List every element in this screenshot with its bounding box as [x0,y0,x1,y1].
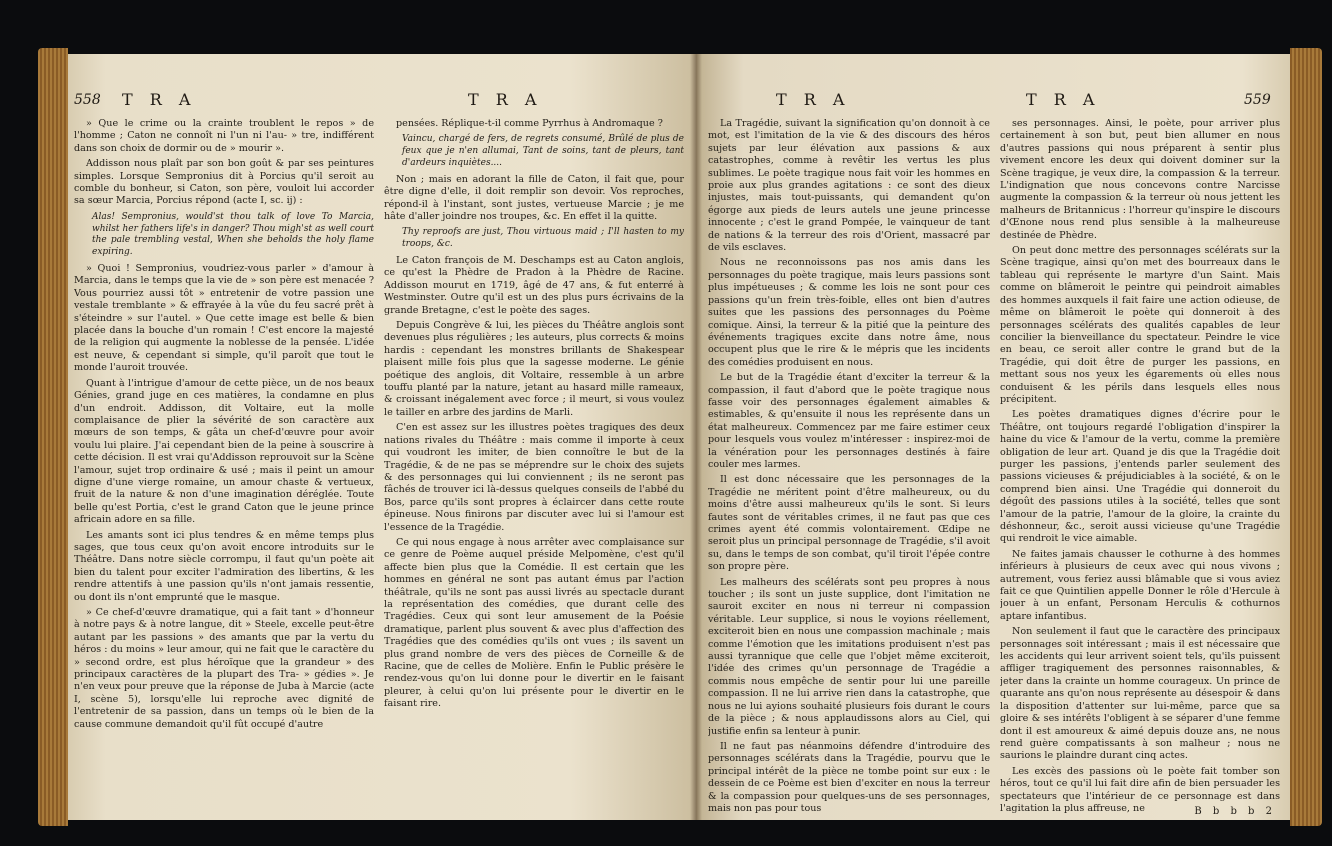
page-edge-right [1290,48,1322,826]
text-column-1 [74,118,374,818]
running-head-2: T R A [1026,90,1101,109]
paragraph: Les excès des passions où le poète fait tomber son héros, tout ce qu'il lui fait dire afin de bien persuader les spectateurs que l'intérieur de ce personnage est dans l'agitation la plus affreuse, ne [1000,765,1280,814]
page-number: 558 [74,92,101,108]
page-number: 559 [1244,92,1271,108]
paragraph: Le but de la Tragédie étant d'exciter la terreur & la compassion, il faut d'abord que le poète tragique nous fasse voir des personnages également aimables & estimables, & qu'ensuite il nous les représente dans un état malheureux. Commencez par me faire estimer ceux pour lesquels vous voulez m'intéresser : inspirez-moi de la vénération pour les personnages destinés à faire couler mes larmes. [708,372,990,470]
paragraph: Il est donc nécessaire que les personnages de la Tragédie ne méritent point d'être malheureux, ou du moins d'être aussi malheureux qu'ils le sont. Si leurs fautes sont de véritables crimes, il ne faut pas que ces crimes ayent été commis volontairement. Œdipe ne seroit plus un principal personnage de Tragédie, s'il avoit su, dans le temps de son combat, qu'il tiroit l'épée contre son propre père. [708,474,990,573]
book [8,14,1324,822]
paragraph: pensées. Réplique-t-il comme Pyrrhus à Andromaque ? [396,118,663,129]
paragraph: » Ce chef-d'œuvre dramatique, qui a fait tant » d'honneur à notre pays & à notre langue, dit » Steele, excelle peut-être autant par les passions » des amants que par la vertu du héros : du moins » leur amour, qui ne fait que le caractère du » second ordre, est plus héroïque que la grandeur » des principaux caractères de la plupart des Tra- » gédies ». Je n'en veux pour preuve que la réponse de Juba à Marcie (acte I, scène 5), lorsqu'elle lui reproche avec dignité de l'entretenir de sa passion, dans un temps où le bien de la cause commune demandoit qu'il fût occupé d'autre [74,607,374,730]
signature-mark: B b b b 2 [1194,805,1276,817]
paragraph: Non ; mais en adorant la fille de Caton, il fait que, pour être digne d'elle, il doit remplir son devoir. Vos reproches, répond-il à l'instant, sont justes, vertueuse Marcie ; je me hâte d'aller joindre nos troupes, &c. En effet il la quitte. [384,173,684,223]
page-edge-left [38,48,68,826]
paragraph: ses personnages. Ainsi, le poète, pour arriver plus certainement à son but, peut bien allumer en nous d'autres passions qui nous préparent à sentir plus vivement encore les deux qui doivent dominer sur la Scène tragique, je veux dire, la compassion & la terreur. L'indignation que nous concevons contre Narcisse augmente la compassion & la terreur où nous jettent les malheurs de Britannicus : l'horreur qu'inspire le discours d'Œnone nous rend plus sensible à la malheureuse destinée de Phèdre. [1000,118,1280,241]
paragraph: Les amants sont ici plus tendres & en même temps plus sages, que tous ceux qu'on avoit encore introduits sur le Théâtre. Dans notre siècle corrompu, il faut qu'un poète ait bien du talent pour exciter l'admiration des libertins, & les rendre attentifs à une passion qu'ils n'ont jamais ressentie, ou dont ils n'ont emprunté que le masque. [74,529,374,603]
verse-quote: Thy reproofs are just, Thou virtuous maid ; I'll hasten to my troops, &c. [402,227,684,250]
paragraph: Non seulement il faut que le caractère des principaux personnages soit intéressant ; mais il est nécessaire que les accidents qui leur arrivent soient tels, qu'ils puissent affliger tragiquement des personnes raisonnables, & jeter dans la crainte un homme courageux. Un prince de quarante ans qu'on nous représente au désespoir & dans la disposition d'attenter sur lui-même, parce que sa gloire & ses intérêts l'obligent à se séparer d'une femme dont il est amoureux & aimé depuis douze ans, ne nous rend guère compatissants à son malheur ; nous ne saurions le plaindre durant cinq actes. [1000,626,1280,762]
paragraph: Ce qui nous engage à nous arrêter avec complaisance sur ce genre de Poème auquel préside Melpomène, c'est qu'il affecte bien plus que la Comédie. Il est certain que les hommes en général ne sont pas autant émus par l'action théâtrale, qu'ils ne sont pas aussi livrés au spectacle durant la représentation des comédies, que durant celle des Tragédies. Ceux qui sont leur amusement de la Poésie dramatique, parlent plus souvent & avec plus d'affection des Tragédies que des comédies qu'ils ont vues ; ils savent un plus grand nombre de vers des pièces de Corneille & de Racine, que de celles de Molière. Enfin le Public présère le rendez-vous qu'on lui donne pour le divertir en le faisant pleurer, à celui qu'on lui présente pour le divertir en le faisant rire. [384,536,684,710]
verse-quote: Alas! Sempronius, would'st thou talk of love To Marcia, whilst her fathers life's in danger? Thou migh'st as well court the pale trembling vestal, When she beholds the holy flame expiring. [92,211,374,258]
paragraph: Quant à l'intrigue d'amour de cette pièce, un de nos beaux Génies, grand juge en ces matières, la condamne en plus d'un endroit. Addisson, dit Voltaire, eut la molle complaisance de plier la sévérité de son caractère aux mœurs de son temps, & gâta un chef-d'œuvre pour avoir voulu lui plaire. J'ai cependant bien de la peine à souscrire à cette décision. Il est vrai qu'Addisson reprouvoit sur la Scène l'amour, sujet trop ordinaire & usé ; mais il peint un amour digne d'une vierge romaine, un amour chaste & vertueux, fruit de la nature & non d'une imagination déréglée. Toute belle qu'est Portia, c'est le grand Caton que le jeune prince africain adore en sa fille. [74,377,374,526]
paragraph: » Quoi ! Sempronius, voudriez-vous parler » d'amour à Marcia, dans le temps que la vie de » son père est menacée ? Vous pourriez aussi tôt » entretenir de votre passion une vestale tremblante » & effrayée à la vûe du feu sacré prêt à s'éteindre » sur l'autel. » Que cette image est belle & bien placée dans la bouche d'un romain ! C'est encore la majesté de la religion qui augmente la noblesse de la pensée. L'idée est neuve, & cependant si simple, qu'il paroît que tout le monde l'auroit trouvée. [74,263,374,374]
paragraph: Ne faites jamais chausser le cothurne à des hommes inférieurs à plusieurs de ceux avec qui nous vivons ; autrement, vous feriez aussi blâmable que si vous aviez fait ce que Quintilien appelle Donner le rôle d'Hercule à jouer à un enfant, Personam Herculis & cothurnos aptare infantibus. [1000,548,1280,622]
paragraph: Le Caton françois de M. Deschamps est au Caton anglois, ce qu'est la Phèdre de Pradon à la Phèdre de Racine. Addisson mourut en 1719, âgé de 47 ans, & fut enterré à Westminster. Outre qu'il est un des plus purs écrivains de la grande Bretagne, c'est le poète des sages. [384,255,684,316]
paragraph: » Que le crime ou la crainte troublent le repos » de l'homme ; Caton ne connoît ni l'un ni l'au- » tre, indifférent dans son choix de dormir ou de » mourir ». [74,118,374,154]
left-page [68,54,696,820]
paragraph: Depuis Congrève & lui, les pièces du Théâtre anglois sont devenues plus régulières ; les auteurs, plus corrects & moins hardis : cependant les monstres brillants de Shakespear plaisent mille fois plus que la sagesse moderne. Le génie poétique des anglois, dit Voltaire, ressemble à un arbre touffu planté par la nature, jetant au hasard mille rameaux, & croissant inégalement avec force ; il meurt, si vous voulez le tailler en arbre des jardins de Marli. [384,320,684,418]
text-column-2 [384,118,684,818]
paragraph: Addisson nous plaît par son bon goût & par ses peintures simples. Lorsque Sempronius dit à Porcius qu'il seroit au comble du bonheur, si Caton, son père, vouloit lui accorder sa sœur Marcia, Porcius répond (acte I, sc. ij) : [74,158,374,207]
running-head: T R A [122,90,197,109]
text-column-1 [708,118,990,818]
paragraph: Il ne faut pas néanmoins défendre d'introduire des personnages scélérats dans la Tragédie, pourvu que le principal intérêt de la pièce ne tombe point sur eux : le dessein de ce Poème est bien d'exciter en nous la terreur & la compassion pour quelques-uns de ses personnages, mais non pas pour tous [708,740,990,814]
verse-quote: Vaincu, chargé de fers, de regrets consumé, Brûlé de plus de feux que je n'en allumai, Tant de soins, tant de pleurs, tant d'ardeurs inquiètes.... [402,134,684,168]
book-gutter [690,54,702,820]
paragraph: Les malheurs des scélérats sont peu propres à nous toucher ; ils sont un juste supplice, dont l'imitation ne sauroit exciter en nous ni terreur ni compassion véritable. Leur supplice, si nous le voyions réellement, exciteroit bien en nous une compassion machinale ; mais comme l'émotion que les imitations produisent n'est pas aussi tyrannique que celle que l'objet même exciteroit, l'idée des crimes qu'un personnage de Tragédie a commis nous empêche de sentir pour lui une pareille compassion. Il ne lui arrive rien dans la catastrophe, que nous ne lui ayions souhaité plusieurs fois durant le cours de la pièce ; & nous applaudissons alors au Ciel, qui justifie enfin sa lenteur à punir. [708,576,990,737]
paragraph: Nous ne reconnoissons pas nos amis dans les personnages du poète tragique, mais leurs passions sont plus impétueuses ; & comme les lois ne sont pour ces passions qu'un frein très-foible, elles ont bien d'autres suites que les passions des personnages du Poème comique. Ainsi, la terreur & la pitié que la peinture des événements tragiques excite dans notre âme, nous occupent plus que le rire & le mépris que les incidents des comédies produisent en nous. [708,257,990,368]
paragraph: On peut donc mettre des personnages scélérats sur la Scène tragique, ainsi qu'on met des bourreaux dans le tableau qui représente le martyre d'un Saint. Mais comme on blâmeroit le peintre qui peindroit aimables des hommes auxquels il fait faire une action odieuse, de même on blâmeroit le poète qui donneroit à des personnages scélérats des qualités capables de leur concilier la bienveillance du spectateur. Peindre le vice en beau, ce seroit aller contre le grand but de la Tragédie, qui doit être de purger les passions, en mettant sous nos yeux les égarements où elles nous conduisent & les périls dans lesquels elles nous précipitent. [1000,245,1280,405]
running-head-2: T R A [468,90,543,109]
text-column-2 [1000,118,1280,818]
paragraph: C'en est assez sur les illustres poètes tragiques des deux nations rivales du Théâtre : mais comme il importe à ceux qui voudront les imiter, de bien connoître le but de la Tragédie, & de ne pas se méprendre sur le choix des sujets & des personnages qui lui conviennent ; ils ne seront pas fâchés de trouver ici là-dessus quelques conseils de l'abbé du Bos, parce qu'ils sont propres à éclaircer dans cette route épineuse. Nous finirons par discuter avec lui si l'amour est l'essence de la Tragédie. [384,422,684,533]
running-head: T R A [776,90,851,109]
paragraph: Les poètes dramatiques dignes d'écrire pour le Théâtre, ont toujours regardé l'obligation d'inspirer la haine du vice & l'amour de la vertu, comme la première obligation de leur art. Quand je dis que la Tragédie doit purger les passions, j'entends parler seulement des passions vicieuses & préjudiciables à la société, & on le comprend bien ainsi. Une Tragédie qui donneroit du dégoût des passions utiles à la société, telles que sont l'amour de la patrie, l'amour de la gloire, la crainte du déshonneur, &c., seroit aussi vicieuse qu'une Tragédie qui rendroit le vice aimable. [1000,409,1280,545]
right-page [696,54,1290,820]
paragraph: La Tragédie, suivant la signification qu'on donnoit à ce mot, est l'imitation de la vie & des discours des héros sujets par leur élévation aux passions & aux catastrophes, comme à revêtir les vertus les plus sublimes. Le poète tragique nous fait voir les hommes en proie aux plus grandes agitations : ce sont des dieux injustes, mais tout-puissants, qui demandent qu'on égorge aux pieds de leurs autels une jeune princesse innocente ; c'est le grand Pompée, le vainqueur de tant de nations & la terreur des rois d'Orient, massacré par de vils esclaves. [708,118,990,254]
